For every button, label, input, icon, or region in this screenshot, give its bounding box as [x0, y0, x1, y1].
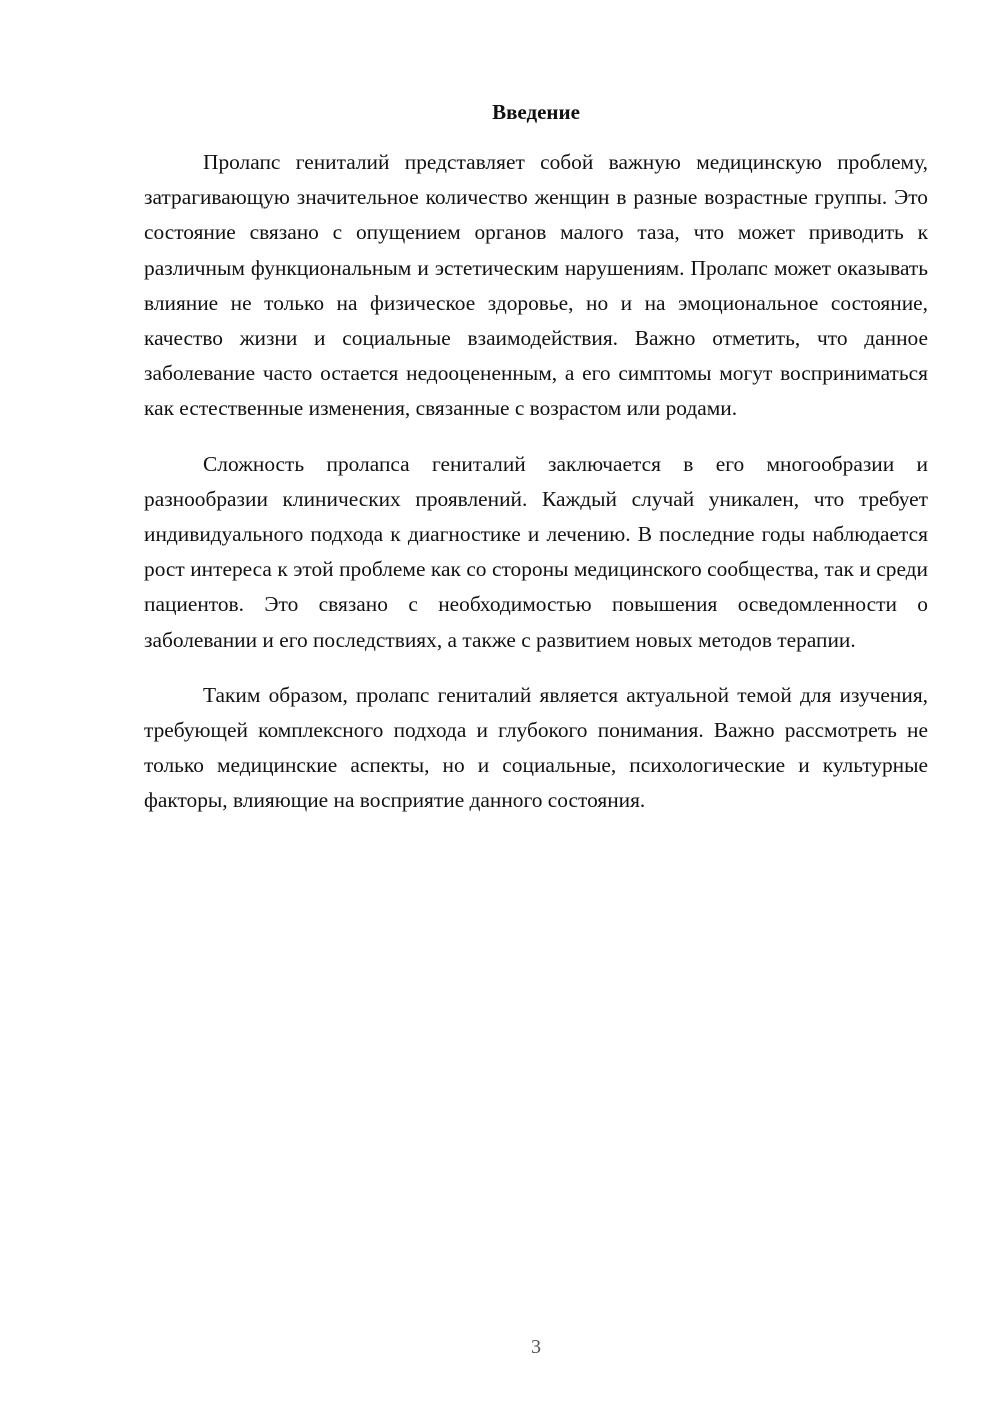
paragraph-3: Таким образом, пролапс гениталий является актуальной темой для изучения, требующей комплексного подхода и глубокого понимания. Важно рассмотреть не только медицинские аспекты, но и социальные, психологические и культурные факторы, влияющие на восприятие данного состояния. [144, 682, 928, 813]
page-number: 3 [531, 1336, 541, 1358]
paragraph-2: Сложность пролапса гениталий заключается в его многообразии и разнообразии клинических проявлений. Каждый случай уникален, что требует индивидуального подхода к диагностике и лечению. В последние годы наблюдается рост интереса к этой проблеме как со стороны медицинского сообщества, так и среди пациентов. Это связано с необходимостью повышения осведомленности о заболевании и его последствиях, а также с развитием новых методов терапии. [144, 451, 928, 652]
body-text [144, 145, 928, 839]
section-heading: Введение [492, 100, 580, 124]
paragraph-1: Пролапс гениталий представляет собой важную медицинскую проблему, затрагивающую значительное количество женщин в разные возрастные группы. Это состояние связано с опущением органов малого таза, что может приводить к различным функциональным и эстетическим нарушениям. Пролапс может оказывать влияние не только на физическое здоровье, но и на эмоциональное состояние, качество жизни и социальные взаимодействия. Важно отметить, что данное заболевание часто остается недооцененным, а его симптомы могут восприниматься как естественные изменения, связанные с возрастом или родами. [144, 150, 928, 421]
